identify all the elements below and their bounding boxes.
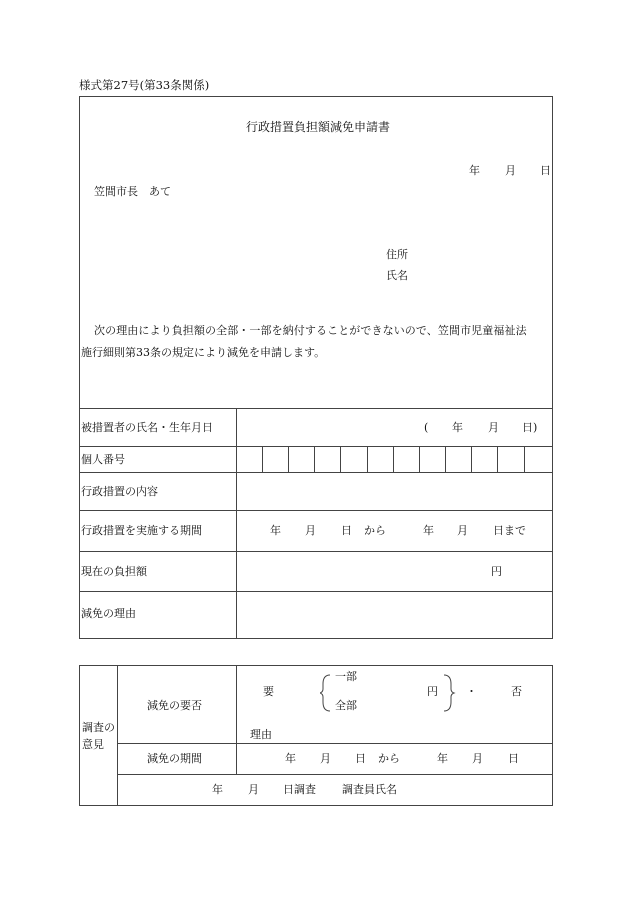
period-until: 日まで <box>493 524 526 537</box>
address-label: 住所 <box>386 248 408 261</box>
body-text-line-2: 施行細則第33条の規定により減免を申請します。 <box>81 346 326 359</box>
number-cell-divider <box>497 446 498 472</box>
number-cell-divider <box>393 446 394 472</box>
body-text-line-1: 次の理由により負担額の全部・一部を納付することができないので、笠間市児童福祉法 <box>94 324 527 337</box>
survey-row-line-2 <box>117 774 553 775</box>
necessity-no: 否 <box>511 685 522 698</box>
survey-side-divider <box>117 665 118 806</box>
necessity-label: 減免の要否 <box>147 699 202 712</box>
survey-side-label-line-1: 調査の <box>82 721 115 734</box>
number-cell-divider <box>340 446 341 472</box>
period-year-2: 年 <box>423 524 434 537</box>
reduction-month-1: 月 <box>320 752 331 765</box>
number-cell-divider <box>262 446 263 472</box>
birth-year-label: 年 <box>452 421 463 434</box>
number-cell-divider <box>524 446 525 472</box>
reduction-year-1: 年 <box>285 752 296 765</box>
period-month-1: 月 <box>305 524 316 537</box>
survey-date-month: 月 <box>248 783 259 796</box>
row-label-individual-number: 個人番号 <box>81 453 125 466</box>
burden-yen-label: 円 <box>491 565 502 578</box>
row-line-3 <box>79 510 553 511</box>
survey-date-year: 年 <box>212 783 223 796</box>
birth-day-label: 日) <box>522 421 538 434</box>
period-year-1: 年 <box>270 524 281 537</box>
period-day-1: 日 <box>341 524 352 537</box>
row-label-reduction-reason: 減免の理由 <box>81 607 136 620</box>
reduction-day-1: 日 <box>355 752 366 765</box>
reduction-day-2: 日 <box>508 752 519 765</box>
row-line-2 <box>79 472 553 473</box>
birth-open-paren: ( <box>424 421 429 434</box>
label-column-divider <box>236 408 237 639</box>
row-line-5 <box>79 591 553 592</box>
necessity-yes: 要 <box>263 685 274 698</box>
birth-month-label: 月 <box>488 421 499 434</box>
survey-opinion-box <box>79 665 553 806</box>
row-label-action-period: 行政措置を実施する期間 <box>81 524 202 537</box>
row-line-4 <box>79 551 553 552</box>
name-label: 氏名 <box>386 269 408 282</box>
necessity-yen: 円 <box>427 685 438 698</box>
reduction-from: から <box>378 752 400 765</box>
period-from: から <box>364 524 386 537</box>
option-partial: 一部 <box>335 670 357 683</box>
number-cell-divider <box>445 446 446 472</box>
table-top-line <box>79 408 553 409</box>
form-number-label: 様式第27号(第33条関係) <box>79 78 210 92</box>
survey-date-day: 日調査 <box>283 783 316 796</box>
form-title: 行政措置負担額減免申請書 <box>246 120 391 134</box>
reduction-period-label: 減免の期間 <box>147 752 202 765</box>
row-label-name-birthdate: 被措置者の氏名・生年月日 <box>81 421 213 434</box>
date-month-label: 月 <box>505 164 516 177</box>
date-day-label: 日 <box>540 164 551 177</box>
period-month-2: 月 <box>457 524 468 537</box>
survey-label-divider <box>236 665 237 774</box>
survey-side-label-line-2: 意見 <box>82 738 104 751</box>
investigator-name-label: 調査員氏名 <box>342 783 397 796</box>
application-form-box <box>79 96 553 639</box>
row-label-action-content: 行政措置の内容 <box>81 485 158 498</box>
left-brace <box>320 675 330 711</box>
number-cell-divider <box>367 446 368 472</box>
reduction-month-2: 月 <box>472 752 483 765</box>
right-brace <box>444 675 454 711</box>
date-year-label: 年 <box>469 164 480 177</box>
addressee: 笠間市長 あて <box>94 185 171 198</box>
separator-dot: ・ <box>466 685 477 698</box>
reduction-year-2: 年 <box>437 752 448 765</box>
number-cell-divider <box>288 446 289 472</box>
row-line-1 <box>79 446 553 447</box>
number-cell-divider <box>471 446 472 472</box>
necessity-reason: 理由 <box>250 728 272 741</box>
number-cell-divider <box>419 446 420 472</box>
survey-row-line-1 <box>117 743 553 744</box>
number-cell-divider <box>314 446 315 472</box>
option-all: 全部 <box>335 699 357 712</box>
row-label-current-burden: 現在の負担額 <box>81 565 147 578</box>
